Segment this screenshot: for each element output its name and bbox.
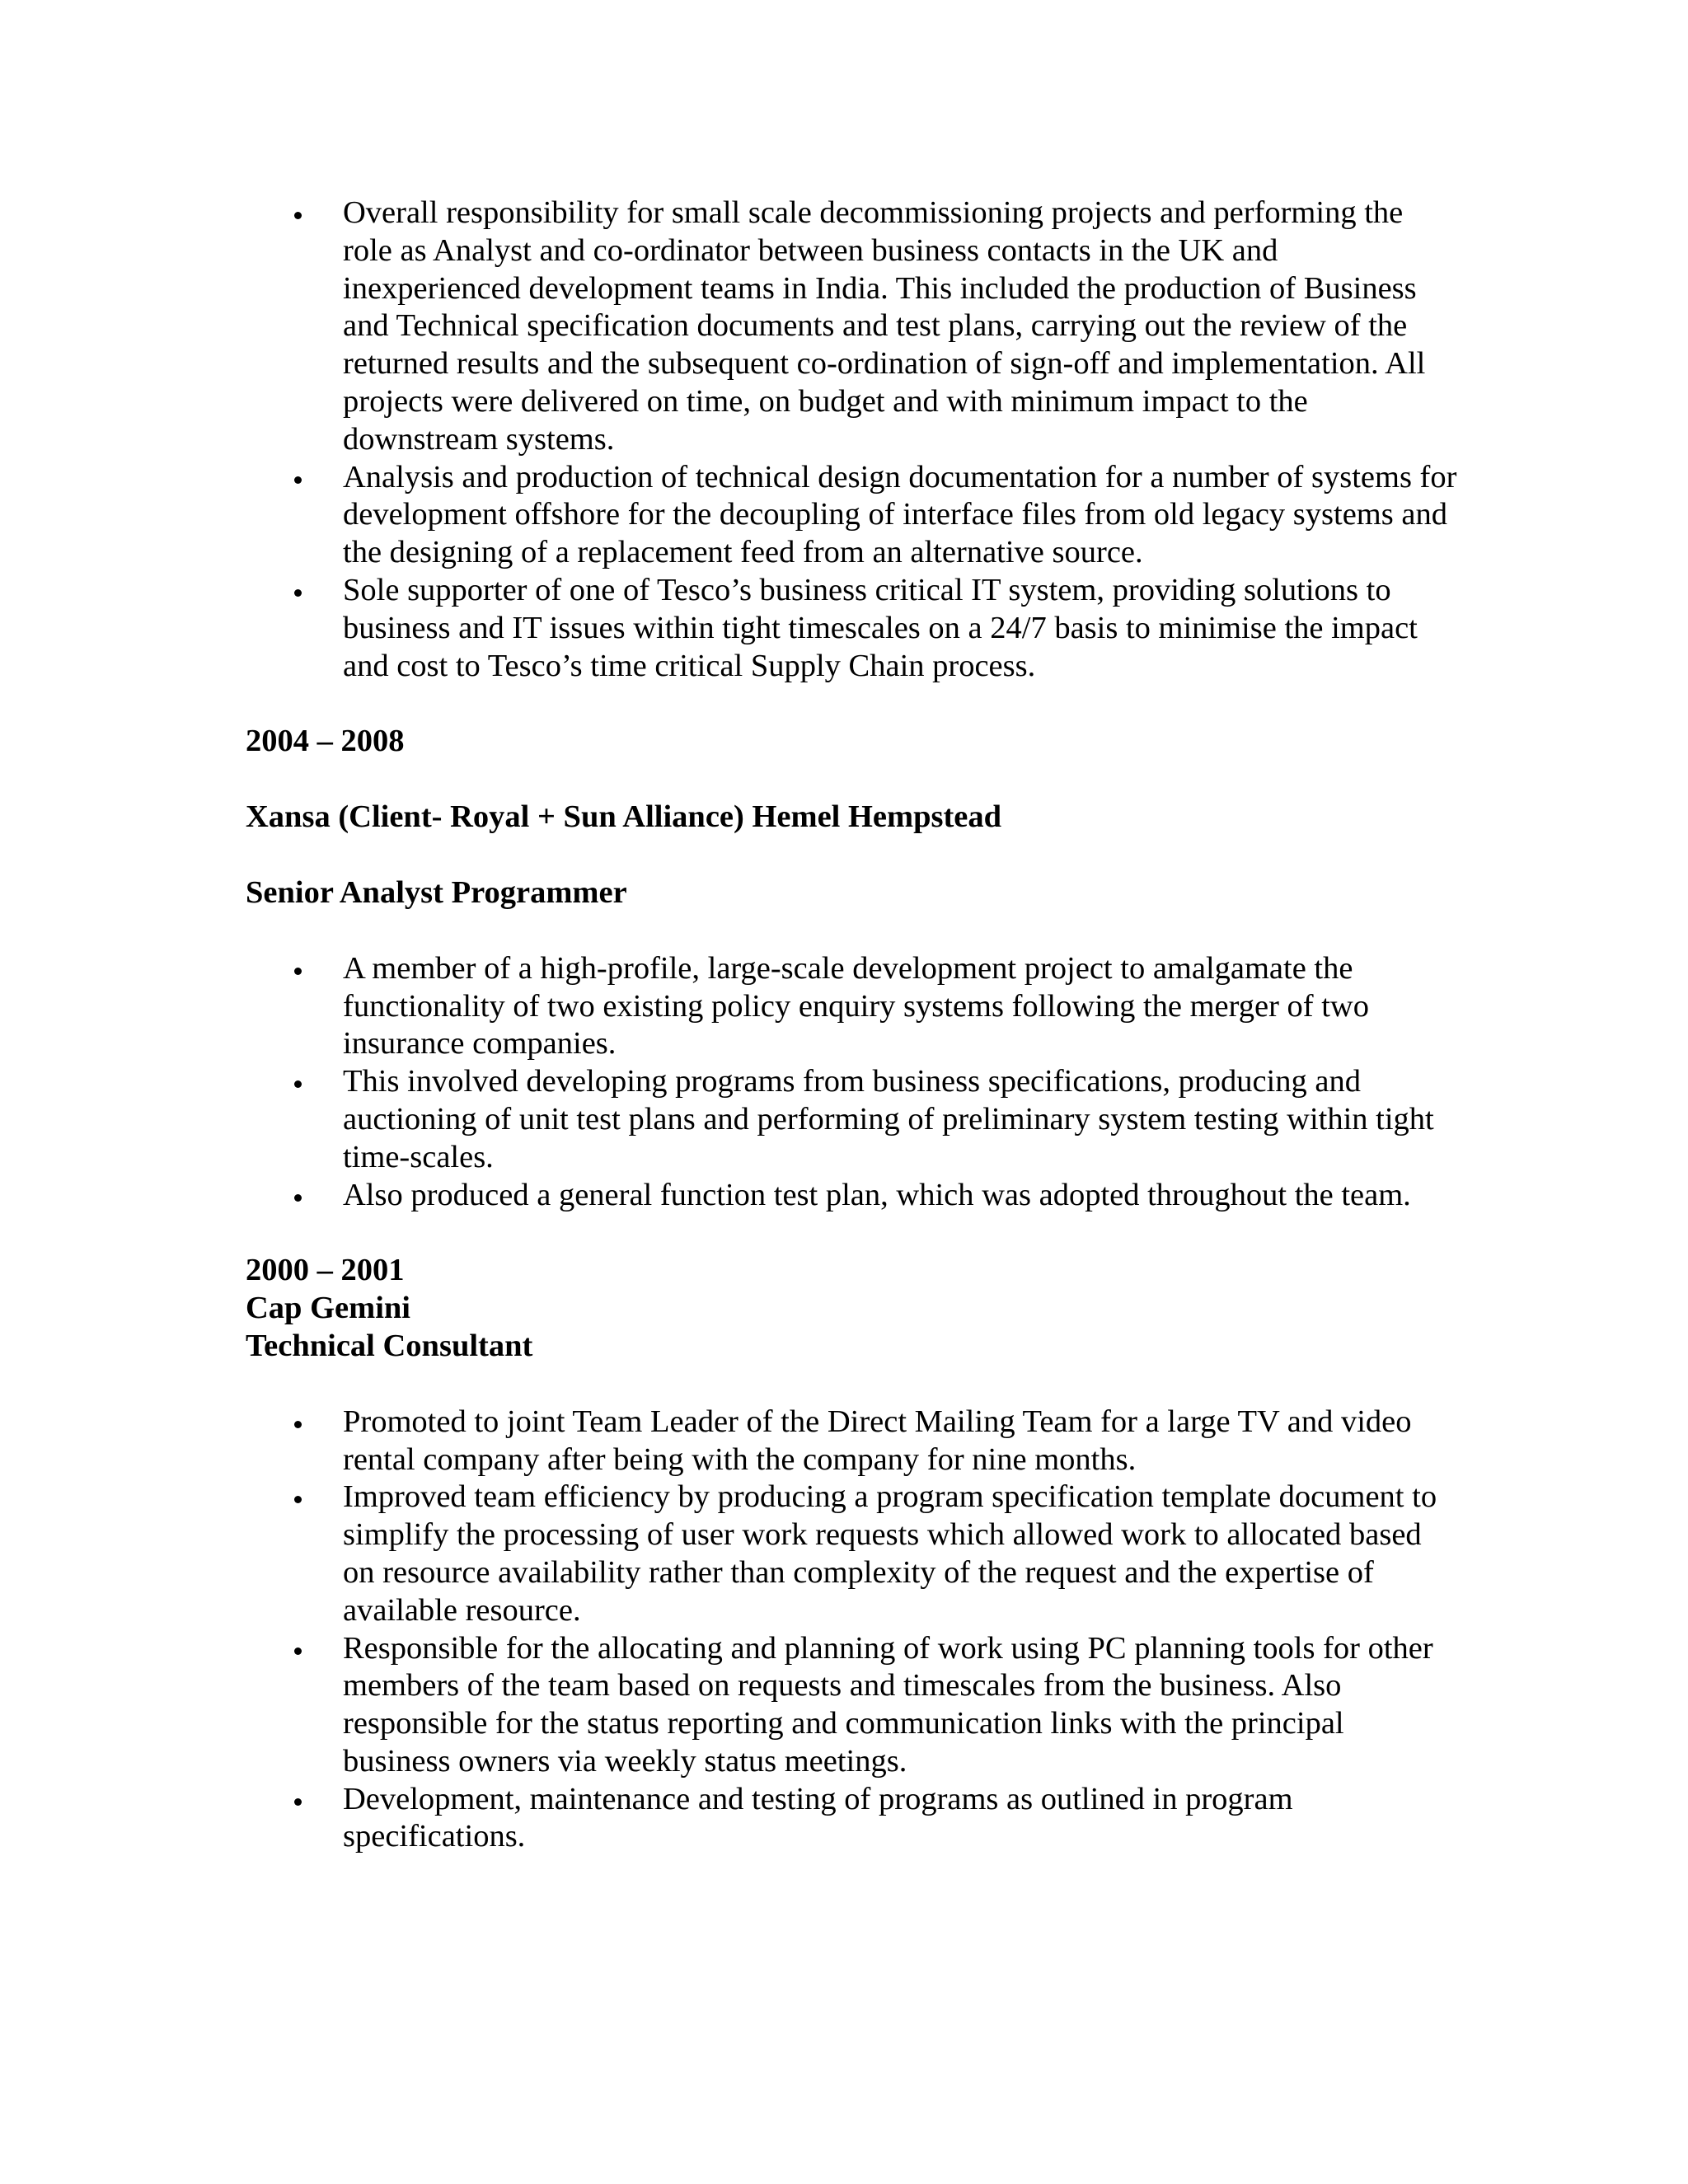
spacer bbox=[246, 837, 1457, 874]
spacer bbox=[246, 912, 1457, 950]
bullet-icon bbox=[294, 1421, 302, 1428]
spacer bbox=[246, 685, 1457, 723]
capgemini-duties-list bbox=[246, 1404, 1457, 1857]
list-item-text: Promoted to joint Team Leader of the Direct Mailing Team for a large TV and video rental company after being with the company for nine months. bbox=[343, 1404, 1412, 1477]
list-item-text: Also produced a general function test plan, which was adopted throughout the team. bbox=[343, 1177, 1411, 1212]
job-dates: 2004 – 2008 bbox=[246, 724, 405, 759]
cv-content bbox=[246, 194, 1457, 1856]
job-dates: 2000 – 2001 bbox=[246, 1253, 405, 1288]
list-item bbox=[246, 1177, 1457, 1215]
list-item bbox=[246, 1479, 1457, 1629]
bullet-icon bbox=[294, 589, 302, 597]
job-company: Cap Gemini bbox=[246, 1291, 411, 1326]
bullet-icon bbox=[294, 212, 302, 219]
spacer bbox=[246, 1214, 1457, 1252]
list-item-text: Overall responsibility for small scale decommissioning projects and performing the role as Analyst and co-ordinator between business contacts in the UK and inexperienced development teams in India. This included the production of Business and Technical specification documents and test plans, carrying out the review of the returned results and the subsequent co-ordination of sign-off and implementation. All projects were delivered on time, on budget and with minimum impact to the downstream systems. bbox=[343, 195, 1426, 457]
list-item-text: Development, maintenance and testing of programs as outlined in program specifications. bbox=[343, 1781, 1293, 1854]
xansa-duties-list bbox=[246, 950, 1457, 1215]
responsibilities-list bbox=[246, 194, 1457, 685]
spacer bbox=[246, 761, 1457, 799]
list-item bbox=[246, 194, 1457, 459]
list-item bbox=[246, 1630, 1457, 1781]
list-item-text: A member of a high-profile, large-scale development project to amalgamate the functionality of two existing policy enquiry systems following the merger of two insurance companies. bbox=[343, 950, 1369, 1062]
bullet-icon bbox=[294, 1194, 302, 1202]
job-role: Technical Consultant bbox=[246, 1328, 533, 1363]
list-item-text: Improved team efficiency by producing a program specification template document to simplify the processing of user work requests which allowed work to allocated based on resource availability rather than complexity of the request and the expertise of available resource. bbox=[343, 1479, 1437, 1628]
spacer bbox=[246, 1366, 1457, 1404]
job-role: Senior Analyst Programmer bbox=[246, 874, 627, 910]
list-item bbox=[246, 572, 1457, 685]
list-item bbox=[246, 1781, 1457, 1857]
list-item bbox=[246, 1063, 1457, 1176]
list-item bbox=[246, 1404, 1457, 1479]
bullet-icon bbox=[294, 1496, 302, 1503]
list-item bbox=[246, 950, 1457, 1063]
bullet-icon bbox=[294, 1647, 302, 1655]
list-item bbox=[246, 459, 1457, 572]
job-company: Xansa (Client- Royal + Sun Alliance) Hemel Hempstead bbox=[246, 799, 1002, 835]
bullet-icon bbox=[294, 1080, 302, 1088]
bullet-icon bbox=[294, 1798, 302, 1806]
list-item-text: Analysis and production of technical design documentation for a number of systems for development offshore for the decoupling of interface files from old legacy systems and the designing of a replacement feed from an alternative source. bbox=[343, 459, 1457, 570]
list-item-text: This involved developing programs from business specifications, producing and auctioning of unit test plans and performing of preliminary system testing within tight time-scales. bbox=[343, 1064, 1434, 1174]
bullet-icon bbox=[294, 476, 302, 484]
list-item-text: Responsible for the allocating and planning of work using PC planning tools for other members of the team based on requests and timescales from the business. Also responsible for the status reporting and communication links with the principal business owners via weekly status meetings. bbox=[343, 1630, 1433, 1779]
bullet-icon bbox=[294, 968, 302, 975]
list-item-text: Sole supporter of one of Tesco’s business critical IT system, providing solutions to business and IT issues within tight timescales on a 24/7 basis to minimise the impact and cost to Tesco’s time critical Supply Chain process. bbox=[343, 572, 1418, 683]
